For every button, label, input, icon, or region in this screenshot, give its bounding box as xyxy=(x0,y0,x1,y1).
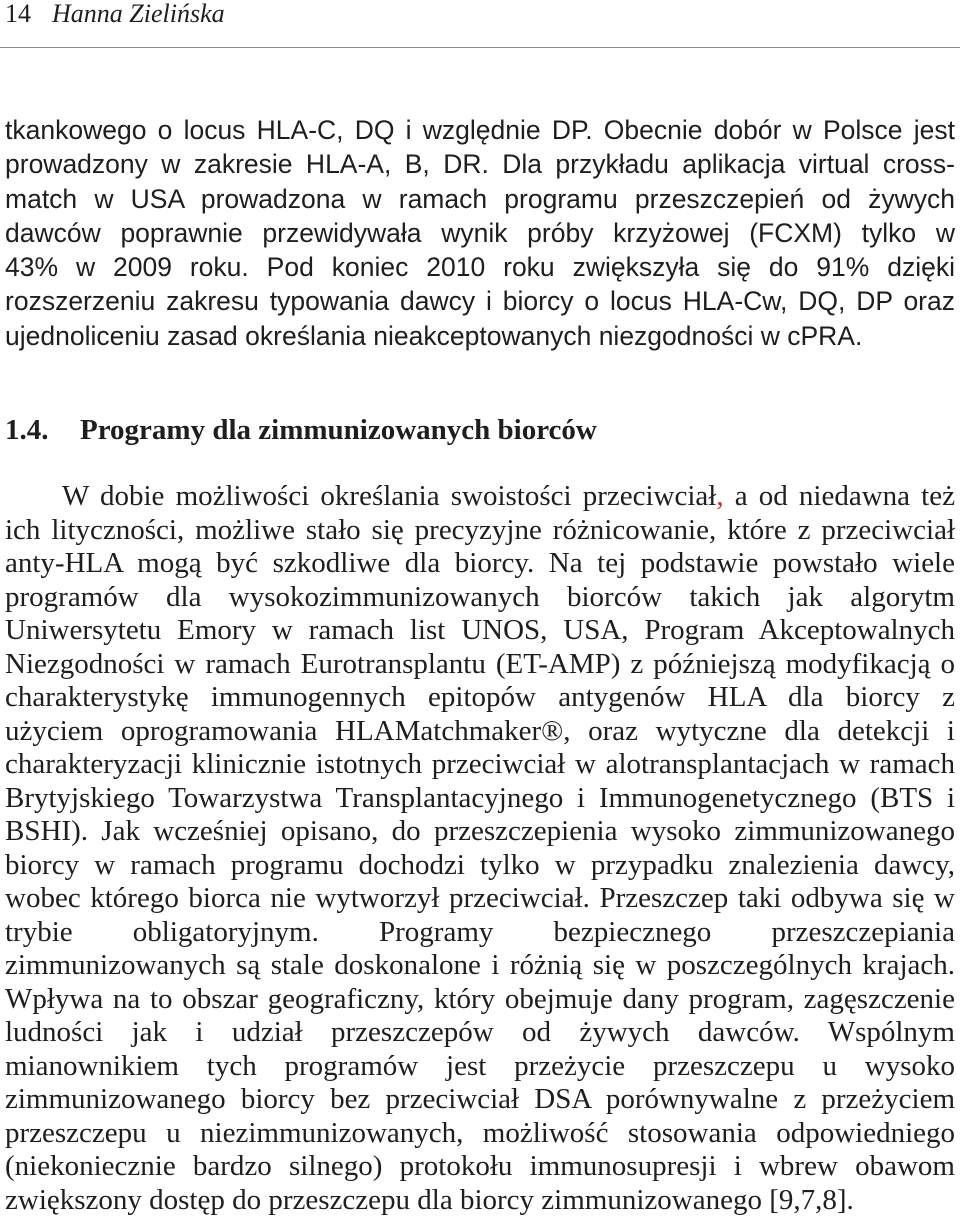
paragraph-line: ich lityczności, możliwe stało się precyzyjne różnicowanie, które z przeciwciał xyxy=(5,513,955,546)
paragraph-line: Niezgodności w ramach Eurotransplantu (ET-AMP) z późniejszą modyfikacją o xyxy=(5,647,955,680)
page-number: 14 xyxy=(5,0,31,28)
header-rule xyxy=(0,47,960,48)
paragraph-line: tkankowego o locus HLA-C, DQ i względnie DP. Obecnie dobór w Polsce jest xyxy=(5,115,955,145)
paragraph-line: ludności jak i udział przeszczepów od żywych dawców. Wspólnym xyxy=(5,1016,955,1048)
first-line-start: W dobie możliwości określania swoistości przeciwciał xyxy=(62,480,717,512)
paragraph-line: charakterystykę immunogennych epitopów antygenów HLA dla biorcy z xyxy=(5,681,955,713)
paragraph-line: rozszerzeniu zakresu typowania dawcy i biorcy o locus HLA-Cw, DQ, DP oraz xyxy=(5,286,955,317)
paragraph-line: zimmunizowanych są stale doskonalone i różnią się w poszczególnych krajach. xyxy=(5,949,955,981)
paragraph-continued xyxy=(5,113,955,353)
paragraph-line: biorcy w ramach programu dochodzi tylko w przypadku znalezienia dawcy, xyxy=(5,848,955,881)
paragraph-line: ujednoliceniu zasad określania nieakceptowanych niezgodności w cPRA. xyxy=(5,320,863,351)
first-line-end: a od niedawna też xyxy=(723,480,955,512)
paragraph-line: match w USA prowadzona w ramach programu przeszczepień od żywych xyxy=(5,183,955,214)
running-head-author: Hanna Zielińska xyxy=(52,0,225,28)
paragraph-line: przeszczepu u niezimmunizowanych, możliwość stosowania odpowiedniego xyxy=(5,1116,955,1149)
paragraph-line: programów dla wysokozimmunizowanych biorców takich jak algorytm xyxy=(5,580,955,613)
paragraph-first-line xyxy=(5,480,955,514)
section-heading xyxy=(5,413,955,447)
paragraph-line: charakteryzacji klinicznie istotnych przeciwciał w alotransplantacjach w ramach xyxy=(5,748,955,780)
paragraph-line: wobec którego biorca nie wytworzył przeciwciał. Przeszczep taki odbywa się w xyxy=(5,882,955,914)
paragraph-line: Brytyjskiego Towarzystwa Transplantacyjnego i Immunogenetycznego (BTS i xyxy=(5,781,955,814)
paragraph-line: Uniwersytetu Emory w ramach list UNOS, USA, Program Akceptowalnych xyxy=(5,614,955,646)
paragraph-line: (niekoniecznie bardzo silnego) protokołu immunosupresji i wbrew obawom xyxy=(5,1150,955,1182)
paragraph-line: 43% w 2009 roku. Pod koniec 2010 roku zwiększyła się do 91% dzięki xyxy=(5,252,955,283)
page-header xyxy=(0,0,960,48)
paragraph-line: mianownikiem tych programów jest przeżycie przeszczepu u wysoko xyxy=(5,1049,955,1082)
paragraph-line: anty-HLA mogą być szkodliwe dla biorcy. Na tej podstawie powstało wiele xyxy=(5,547,955,579)
paragraph-line: zwiększony dostęp do przeszczepu dla biorcy zimmunizowanego [9,7,8]. xyxy=(5,1183,854,1216)
paragraph-line: zimmunizowanego biorcy bez przeciwciał DSA porównywalne z przeżyciem xyxy=(5,1083,955,1115)
highlighted-comma: , xyxy=(716,480,724,512)
paragraph-line: użyciem oprogramowania HLAMatchmaker®, oraz wytyczne dla detekcji i xyxy=(5,714,955,747)
paragraph-line: dawców poprawnie przewidywała wynik próby krzyżowej (FCXM) tylko w xyxy=(5,217,955,248)
paragraph-line: BSHI). Jak wcześniej opisano, do przeszczepienia wysoko zimmunizowanego xyxy=(5,815,955,847)
paragraph-line: trybie obligatoryjnym. Programy bezpiecznego przeszczepiania xyxy=(5,915,955,948)
paragraph-line: prowadzony w zakresie HLA-A, B, DR. Dla przykładu aplikacja virtual cross- xyxy=(5,149,955,180)
section-title: Programy dla zimmunizowanych biorców xyxy=(80,414,597,446)
section-number: 1.4. xyxy=(5,414,49,446)
paragraph-line: Wpływa na to obszar geograficzny, który obejmuje dany program, zagęszczenie xyxy=(5,982,955,1015)
paragraph-main xyxy=(5,480,955,1217)
